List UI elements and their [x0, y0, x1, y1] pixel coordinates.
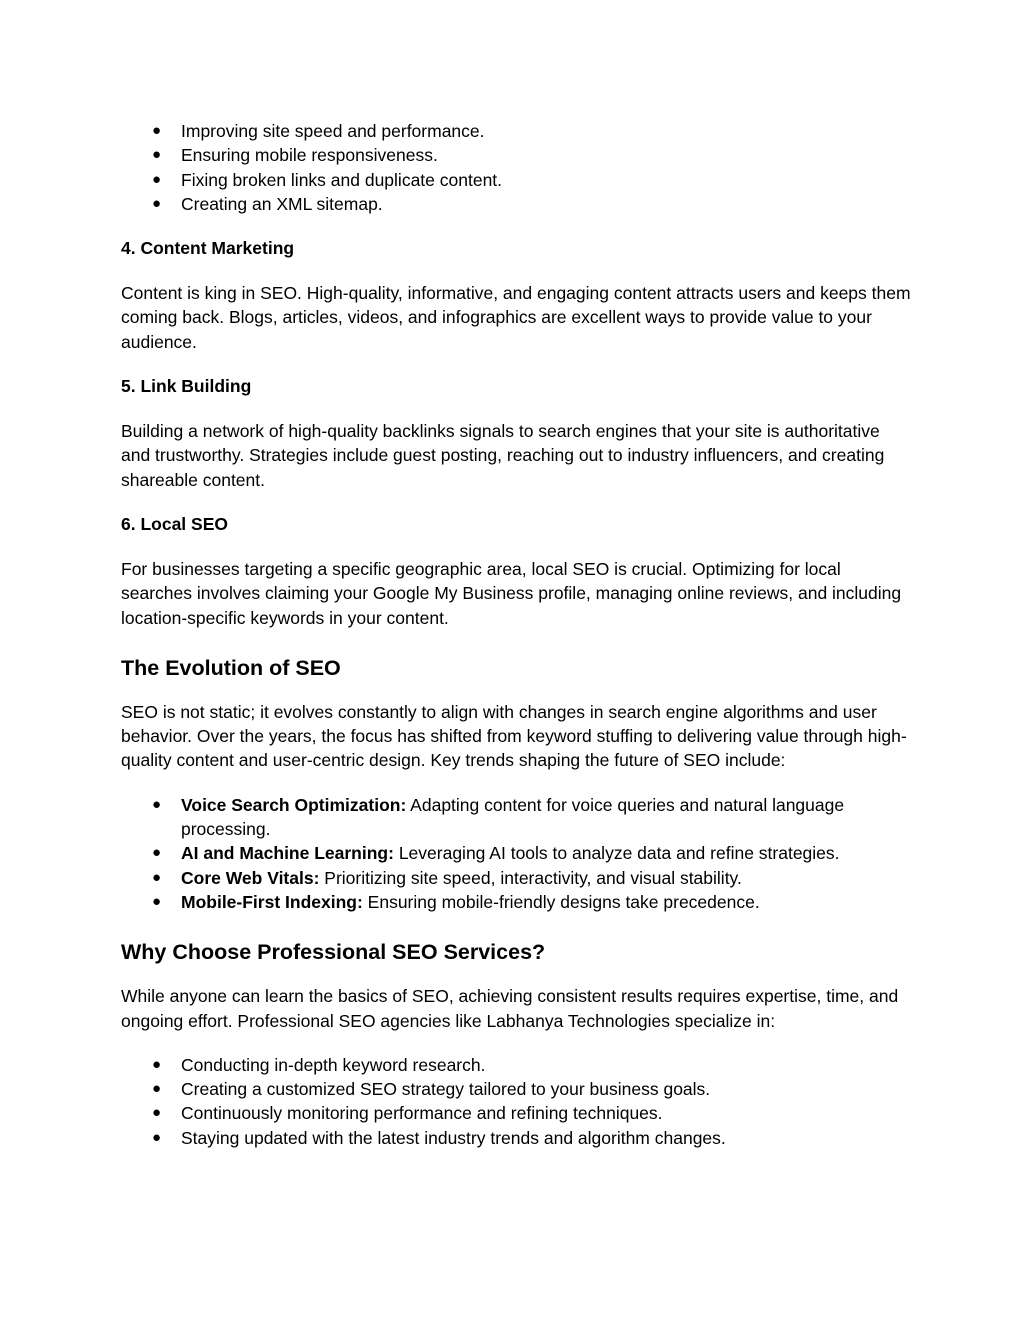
list-item: ● Ensuring mobile responsiveness.: [181, 143, 911, 167]
trend-term: Mobile-First Indexing:: [181, 891, 363, 912]
list-item: ● Creating a customized SEO strategy tailored to your business goals.: [181, 1077, 911, 1101]
local-seo-heading: 6. Local SEO: [121, 513, 228, 534]
bullet-icon: ●: [152, 1128, 162, 1146]
professional-services-paragraph: While anyone can learn the basics of SEO, achieving consistent results requires expertise, time, and ongoing effort. Professional SEO agencies like Labhanya Technologies specialize in:: [121, 986, 899, 1031]
agency-specialties-list: [121, 1053, 911, 1150]
bullet-icon: ●: [152, 1080, 162, 1098]
trend-term: Core Web Vitals:: [181, 867, 320, 888]
link-building-heading: 5. Link Building: [121, 376, 252, 397]
trend-description: Ensuring mobile-friendly designs take precedence.: [362, 891, 760, 912]
bullet-icon: ●: [152, 194, 162, 212]
seo-trends-list: [121, 793, 911, 914]
trend-description: Prioritizing site speed, interactivity, and visual stability.: [319, 867, 742, 888]
list-item: [152, 793, 911, 842]
bullet-icon: ●: [152, 1104, 162, 1122]
bullet-icon: ●: [152, 795, 162, 813]
document-page: [121, 119, 911, 1150]
content-marketing-heading: 4. Content Marketing: [121, 238, 295, 259]
bullet-icon: ●: [152, 868, 162, 886]
bullet-icon: ●: [152, 844, 162, 862]
trend-description: Leveraging AI tools to analyze data and refine strategies.: [393, 843, 840, 864]
bullet-icon: ●: [152, 1055, 162, 1073]
list-item: ● Fixing broken links and duplicate content.: [181, 168, 911, 192]
evolution-heading: The Evolution of SEO: [121, 655, 341, 680]
list-item: [152, 866, 911, 890]
content-marketing-paragraph: Content is king in SEO. High-quality, informative, and engaging content attracts users and keeps them coming back. Blogs, articles, videos, and infographics are excellent ways to provide value to your audience.: [121, 283, 911, 352]
list-item: [152, 890, 911, 914]
bullet-icon: ●: [152, 170, 162, 188]
professional-services-heading: Why Choose Professional SEO Services?: [121, 940, 546, 965]
list-item: [152, 841, 911, 865]
list-item: ● Improving site speed and performance.: [181, 119, 911, 143]
technical-seo-list: [121, 119, 911, 216]
list-item: ● Continuously monitoring performance and refining techniques.: [181, 1101, 911, 1125]
trend-description: Adapting content for voice queries and natural language processing.: [181, 794, 845, 840]
list-item: ● Conducting in-depth keyword research.: [181, 1053, 911, 1077]
bullet-icon: ●: [152, 146, 162, 164]
trend-term: Voice Search Optimization:: [181, 794, 407, 815]
link-building-paragraph: Building a network of high-quality backlinks signals to search engines that your site is authoritative and trustworthy. Strategies include guest posting, reaching out to industry influencers, and creating shareable content.: [121, 421, 885, 490]
evolution-paragraph: SEO is not static; it evolves constantly to align with changes in search engine algorithms and user behavior. Over the years, the focus has shifted from keyword stuffing to delivering value through high-quality content and user-centric design. Key trends shaping the future of SEO include:: [121, 701, 907, 771]
bullet-icon: ●: [152, 892, 162, 910]
trend-term: AI and Machine Learning:: [181, 843, 394, 864]
list-item: ● Creating an XML sitemap.: [181, 192, 911, 216]
list-item: ● Staying updated with the latest industry trends and algorithm changes.: [181, 1126, 911, 1150]
bullet-icon: ●: [152, 122, 162, 139]
local-seo-paragraph: For businesses targeting a specific geographic area, local SEO is crucial. Optimizing for local searches involves claiming your Google My Business profile, managing online reviews, and including location-specific keywords in your content.: [121, 558, 902, 628]
